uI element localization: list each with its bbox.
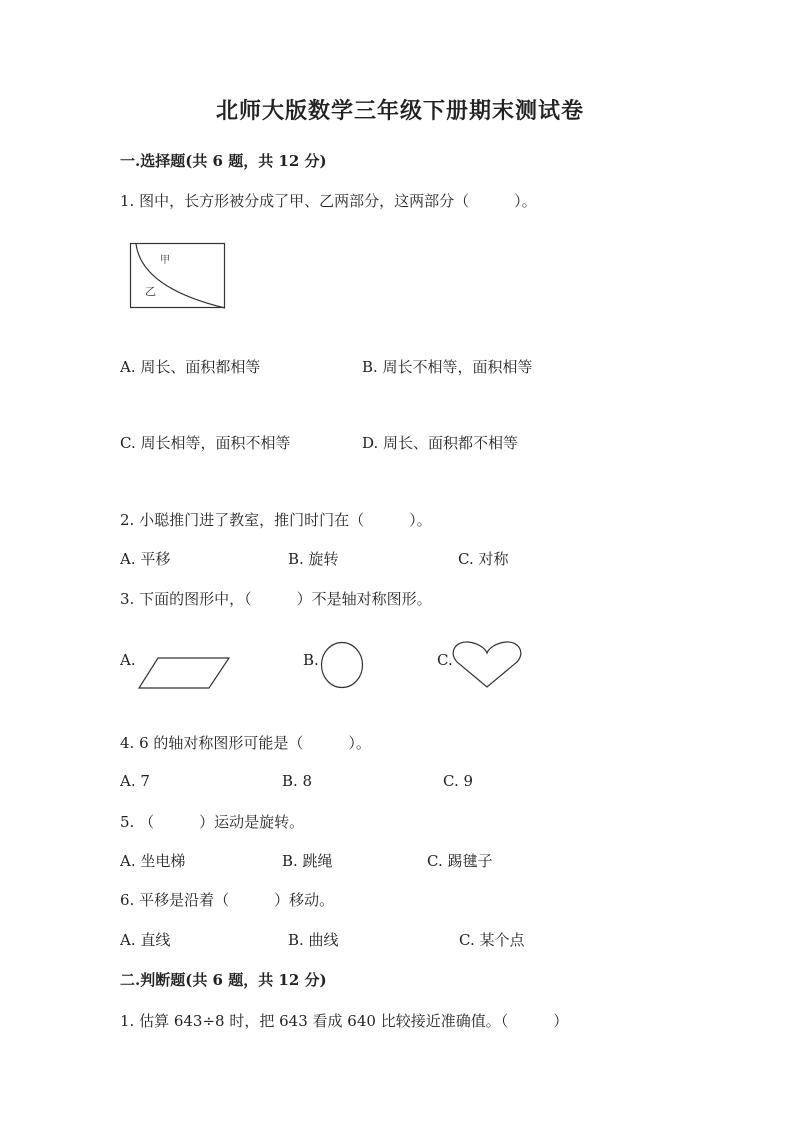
question-5-option-a: A. 坐电梯 (120, 852, 186, 870)
parallelogram-icon (138, 657, 231, 689)
section-heading-multiple-choice: 一.选择题(共 6 题，共 12 分) (120, 152, 327, 170)
figure-label-yi: 乙 (145, 285, 156, 298)
question-3-option-c: C. (437, 651, 453, 669)
question-3-text: 3. 下面的图形中，（ ）不是轴对称图形。 (120, 590, 432, 608)
question-6-text: 6. 平移是沿着（ ）移动。 (120, 891, 335, 909)
question-1-option-b: B. 周长不相等，面积相等 (362, 358, 533, 376)
question-6-option-a: A. 直线 (120, 931, 171, 949)
question-5-option-b: B. 跳绳 (282, 852, 333, 870)
question-1-option-d: D. 周长、面积都不相等 (362, 434, 519, 452)
judgement-question-1-text: 1. 估算 643÷8 时，把 643 看成 640 比较接近准确值。（ ） (120, 1012, 569, 1030)
heart-icon (452, 640, 522, 690)
question-2-option-c: C. 对称 (458, 550, 509, 568)
question-4-option-c: C. 9 (443, 772, 474, 790)
figure-label-jia: 甲 (160, 255, 170, 266)
question-5-option-c: C. 踢毽子 (427, 852, 493, 870)
question-6-option-b: B. 曲线 (288, 931, 339, 949)
question-2-text: 2. 小聪推门进了教室，推门时门在（ ）。 (120, 511, 432, 529)
rectangle-split-figure (130, 243, 226, 309)
question-5-text: 5. （ ）运动是旋转。 (120, 813, 305, 831)
question-4-option-b: B. 8 (282, 772, 313, 790)
page-title: 北师大版数学三年级下册期末测试卷 (215, 98, 584, 124)
question-1-option-a: A. 周长、面积都相等 (120, 358, 261, 376)
question-3-option-a: A. (120, 651, 136, 669)
question-1-text: 1. 图中，长方形被分成了甲、乙两部分，这两部分（ ）。 (120, 192, 537, 210)
section-heading-true-false: 二.判断题(共 6 题，共 12 分) (120, 971, 327, 989)
question-4-option-a: A. 7 (120, 772, 150, 790)
question-3-option-b: B. (303, 651, 319, 669)
question-6-option-c: C. 某个点 (459, 931, 525, 949)
circle-icon (320, 641, 364, 689)
question-2-option-a: A. 平移 (120, 550, 171, 568)
question-1-option-c: C. 周长相等，面积不相等 (120, 434, 291, 452)
question-2-option-b: B. 旋转 (288, 550, 339, 568)
question-4-text: 4. 6 的轴对称图形可能是（ ）。 (120, 734, 371, 752)
